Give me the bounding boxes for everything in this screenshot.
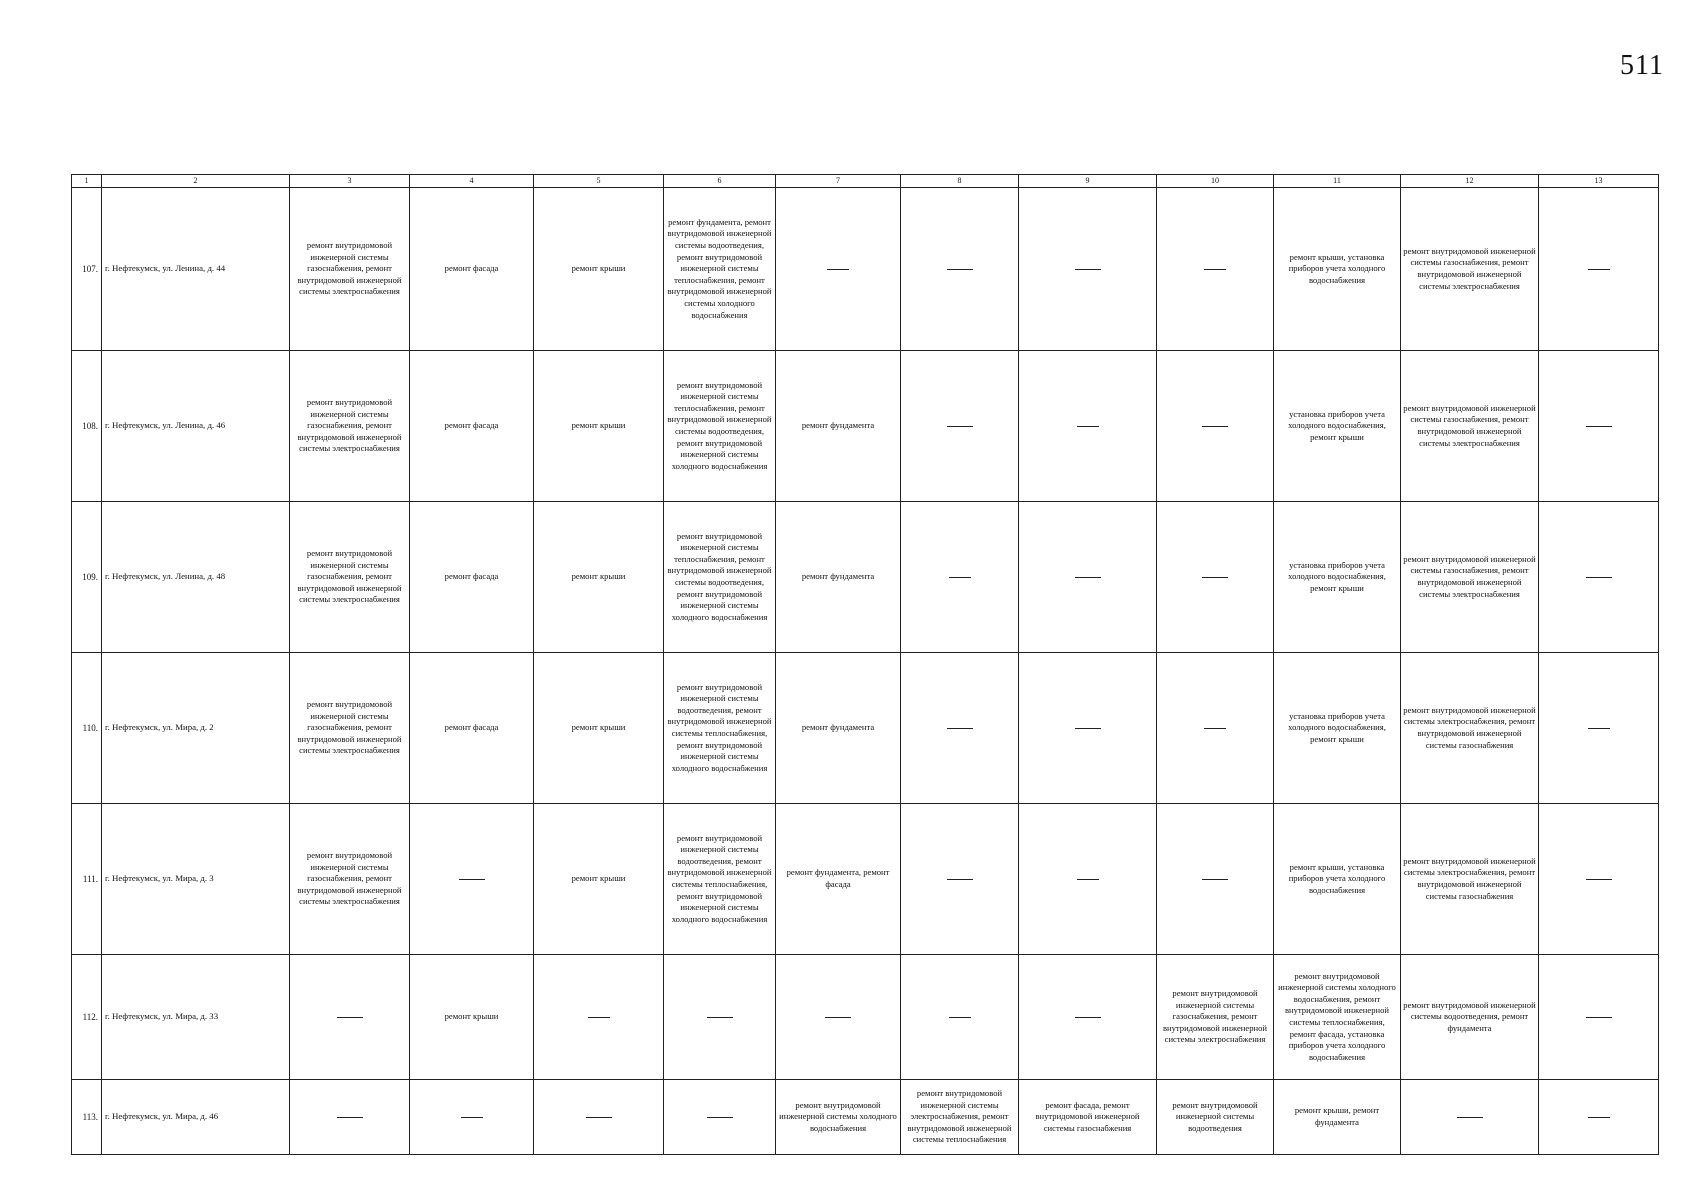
row-number: 110. — [72, 653, 102, 804]
empty-cell — [1157, 351, 1274, 502]
dash-mark — [337, 1017, 363, 1018]
dash-mark — [1202, 879, 1228, 880]
empty-cell — [1019, 502, 1157, 653]
dash-mark — [588, 1017, 610, 1018]
work-type-cell: ремонт внутридомовой инженерной системы электроснабжения, ремонт внутридомовой инженерной системы теплоснабжения — [901, 1080, 1019, 1155]
empty-cell — [901, 804, 1019, 955]
empty-cell — [1019, 955, 1157, 1080]
empty-cell — [410, 1080, 534, 1155]
work-type-cell: установка приборов учета холодного водоснабжения, ремонт крыши — [1274, 502, 1401, 653]
work-type-cell: ремонт крыши — [534, 188, 664, 351]
row-number: 112. — [72, 955, 102, 1080]
work-type-cell: ремонт фундамента, ремонт внутридомовой инженерной системы водоотведения, ремонт внутридомовой инженерной системы теплоснабжения, ремонт внутридомовой инженерной системы холодного водоснабжения — [664, 188, 776, 351]
column-number: 10 — [1157, 175, 1274, 188]
empty-cell — [1157, 653, 1274, 804]
empty-cell — [664, 1080, 776, 1155]
table-row — [72, 188, 1659, 351]
address-cell: г. Нефтекумск, ул. Ленина, д. 46 — [102, 351, 290, 502]
column-number: 9 — [1019, 175, 1157, 188]
empty-cell — [1019, 188, 1157, 351]
dash-mark — [1202, 577, 1228, 578]
work-type-cell: ремонт внутридомовой инженерной системы газоснабжения, ремонт внутридомовой инженерной системы электроснабжения — [1157, 955, 1274, 1080]
address-cell: г. Нефтекумск, ул. Мира, д. 46 — [102, 1080, 290, 1155]
table-row — [72, 955, 1659, 1080]
empty-cell — [1157, 502, 1274, 653]
work-type-cell: ремонт внутридомовой инженерной системы водоотведения, ремонт внутридомовой инженерной системы теплоснабжения, ремонт внутридомовой инженерной системы холодного водоснабжения — [664, 804, 776, 955]
column-number-header-row — [72, 175, 1659, 188]
dash-mark — [947, 879, 973, 880]
empty-cell — [1539, 653, 1659, 804]
empty-cell — [290, 955, 410, 1080]
empty-cell — [1539, 502, 1659, 653]
table-row — [72, 1080, 1659, 1155]
column-number: 8 — [901, 175, 1019, 188]
empty-cell — [776, 188, 901, 351]
column-number: 5 — [534, 175, 664, 188]
empty-cell — [901, 351, 1019, 502]
empty-cell — [290, 1080, 410, 1155]
dash-mark — [1586, 426, 1612, 427]
work-type-cell: ремонт внутридомовой инженерной системы холодного водоснабжения — [776, 1080, 901, 1155]
empty-cell — [1539, 1080, 1659, 1155]
row-number: 109. — [72, 502, 102, 653]
dash-mark — [461, 1117, 483, 1118]
dash-mark — [1075, 728, 1101, 729]
empty-cell — [901, 653, 1019, 804]
work-type-cell: ремонт крыши — [534, 502, 664, 653]
dash-mark — [1077, 426, 1099, 427]
dash-mark — [1586, 577, 1612, 578]
empty-cell — [1401, 1080, 1539, 1155]
work-type-cell: ремонт внутридомовой инженерной системы электроснабжения, ремонт внутридомовой инженерной системы газоснабжения — [1401, 653, 1539, 804]
dash-mark — [1588, 728, 1610, 729]
dash-mark — [1075, 1017, 1101, 1018]
work-type-cell: ремонт внутридомовой инженерной системы электроснабжения, ремонт внутридомовой инженерной системы газоснабжения — [1401, 804, 1539, 955]
work-type-cell: установка приборов учета холодного водоснабжения, ремонт крыши — [1274, 351, 1401, 502]
dash-mark — [949, 577, 971, 578]
dash-mark — [947, 269, 973, 270]
column-number: 6 — [664, 175, 776, 188]
empty-cell — [1157, 804, 1274, 955]
column-number: 12 — [1401, 175, 1539, 188]
empty-cell — [534, 955, 664, 1080]
empty-cell — [1539, 804, 1659, 955]
empty-cell — [1539, 351, 1659, 502]
page-number: 511 — [1620, 50, 1664, 81]
table-row — [72, 502, 1659, 653]
empty-cell — [534, 1080, 664, 1155]
work-type-cell: ремонт фундамента, ремонт фасада — [776, 804, 901, 955]
work-type-cell: ремонт фундамента — [776, 351, 901, 502]
address-cell: г. Нефтекумск, ул. Мира, д. 33 — [102, 955, 290, 1080]
work-type-cell: ремонт крыши, установка приборов учета холодного водоснабжения — [1274, 804, 1401, 955]
empty-cell — [664, 955, 776, 1080]
empty-cell — [776, 955, 901, 1080]
work-type-cell: ремонт крыши, ремонт фундамента — [1274, 1080, 1401, 1155]
row-number: 113. — [72, 1080, 102, 1155]
work-type-cell: ремонт внутридомовой инженерной системы газоснабжения, ремонт внутридомовой инженерной системы электроснабжения — [290, 351, 410, 502]
address-cell: г. Нефтекумск, ул. Мира, д. 2 — [102, 653, 290, 804]
empty-cell — [1019, 653, 1157, 804]
column-number: 1 — [72, 175, 102, 188]
work-type-cell: ремонт внутридомовой инженерной системы водоотведения, ремонт внутридомовой инженерной системы теплоснабжения, ремонт внутридомовой инженерной системы холодного водоснабжения — [664, 653, 776, 804]
work-type-cell: ремонт фасада — [410, 351, 534, 502]
column-number: 13 — [1539, 175, 1659, 188]
address-cell: г. Нефтекумск, ул. Ленина, д. 48 — [102, 502, 290, 653]
dash-mark — [1586, 879, 1612, 880]
dash-mark — [586, 1117, 612, 1118]
table-row — [72, 653, 1659, 804]
row-number: 108. — [72, 351, 102, 502]
work-type-cell: ремонт крыши — [534, 351, 664, 502]
dash-mark — [459, 879, 485, 880]
dash-mark — [707, 1017, 733, 1018]
dash-mark — [1075, 269, 1101, 270]
work-type-cell: ремонт внутридомовой инженерной системы теплоснабжения, ремонт внутридомовой инженерной системы водоотведения, ремонт внутридомовой инженерной системы холодного водоснабжения — [664, 502, 776, 653]
empty-cell — [1157, 188, 1274, 351]
column-number: 2 — [102, 175, 290, 188]
row-number: 107. — [72, 188, 102, 351]
work-type-cell: ремонт крыши, установка приборов учета холодного водоснабжения — [1274, 188, 1401, 351]
dash-mark — [337, 1117, 363, 1118]
dash-mark — [1457, 1117, 1483, 1118]
work-type-cell: ремонт внутридомовой инженерной системы газоснабжения, ремонт внутридомовой инженерной системы электроснабжения — [290, 502, 410, 653]
work-type-cell: ремонт внутридомовой инженерной системы газоснабжения, ремонт внутридомовой инженерной системы электроснабжения — [290, 653, 410, 804]
dash-mark — [947, 426, 973, 427]
column-number: 7 — [776, 175, 901, 188]
work-type-cell: установка приборов учета холодного водоснабжения, ремонт крыши — [1274, 653, 1401, 804]
column-number: 3 — [290, 175, 410, 188]
table-body — [72, 188, 1659, 1155]
dash-mark — [1077, 879, 1099, 880]
empty-cell — [901, 188, 1019, 351]
dash-mark — [1588, 1117, 1610, 1118]
work-type-cell: ремонт внутридомовой инженерной системы газоснабжения, ремонт внутридомовой инженерной системы электроснабжения — [1401, 188, 1539, 351]
work-type-cell: ремонт фасада, ремонт внутридомовой инженерной системы газоснабжения — [1019, 1080, 1157, 1155]
dash-mark — [1204, 728, 1226, 729]
dash-mark — [949, 1017, 971, 1018]
work-type-cell: ремонт внутридомовой инженерной системы водоотведения — [1157, 1080, 1274, 1155]
work-type-cell: ремонт внутридомовой инженерной системы холодного водоснабжения, ремонт внутридомовой инженерной системы теплоснабжения, ремонт фасада, установка приборов учета холодного водоснабжения — [1274, 955, 1401, 1080]
empty-cell — [901, 502, 1019, 653]
column-number: 4 — [410, 175, 534, 188]
table-row — [72, 351, 1659, 502]
row-number: 111. — [72, 804, 102, 955]
dash-mark — [1204, 269, 1226, 270]
work-type-cell: ремонт внутридомовой инженерной системы газоснабжения, ремонт внутридомовой инженерной системы электроснабжения — [1401, 351, 1539, 502]
table-row — [72, 804, 1659, 955]
work-type-cell: ремонт крыши — [534, 804, 664, 955]
work-type-cell: ремонт внутридомовой инженерной системы газоснабжения, ремонт внутридомовой инженерной системы электроснабжения — [290, 804, 410, 955]
column-number: 11 — [1274, 175, 1401, 188]
work-type-cell: ремонт крыши — [534, 653, 664, 804]
work-type-cell: ремонт крыши — [410, 955, 534, 1080]
work-type-cell: ремонт внутридомовой инженерной системы газоснабжения, ремонт внутридомовой инженерной системы электроснабжения — [1401, 502, 1539, 653]
empty-cell — [901, 955, 1019, 1080]
dash-mark — [1588, 269, 1610, 270]
address-cell: г. Нефтекумск, ул. Ленина, д. 44 — [102, 188, 290, 351]
work-type-cell: ремонт фасада — [410, 502, 534, 653]
dash-mark — [1075, 577, 1101, 578]
dash-mark — [827, 269, 849, 270]
work-type-cell: ремонт фундамента — [776, 653, 901, 804]
empty-cell — [1019, 351, 1157, 502]
dash-mark — [1586, 1017, 1612, 1018]
dash-mark — [707, 1117, 733, 1118]
dash-mark — [1202, 426, 1228, 427]
empty-cell — [1019, 804, 1157, 955]
work-type-cell: ремонт внутридомовой инженерной системы газоснабжения, ремонт внутридомовой инженерной системы электроснабжения — [290, 188, 410, 351]
work-type-cell: ремонт фундамента — [776, 502, 901, 653]
dash-mark — [825, 1017, 851, 1018]
empty-cell — [410, 804, 534, 955]
work-type-cell: ремонт внутридомовой инженерной системы водоотведения, ремонт фундамента — [1401, 955, 1539, 1080]
work-type-cell: ремонт фасада — [410, 188, 534, 351]
repair-schedule-table-wrapper — [71, 174, 1658, 1155]
work-type-cell: ремонт фасада — [410, 653, 534, 804]
repair-schedule-table — [71, 174, 1659, 1155]
empty-cell — [1539, 188, 1659, 351]
dash-mark — [947, 728, 973, 729]
empty-cell — [1539, 955, 1659, 1080]
address-cell: г. Нефтекумск, ул. Мира, д. 3 — [102, 804, 290, 955]
work-type-cell: ремонт внутридомовой инженерной системы теплоснабжения, ремонт внутридомовой инженерной системы водоотведения, ремонт внутридомовой инженерной системы холодного водоснабжения — [664, 351, 776, 502]
